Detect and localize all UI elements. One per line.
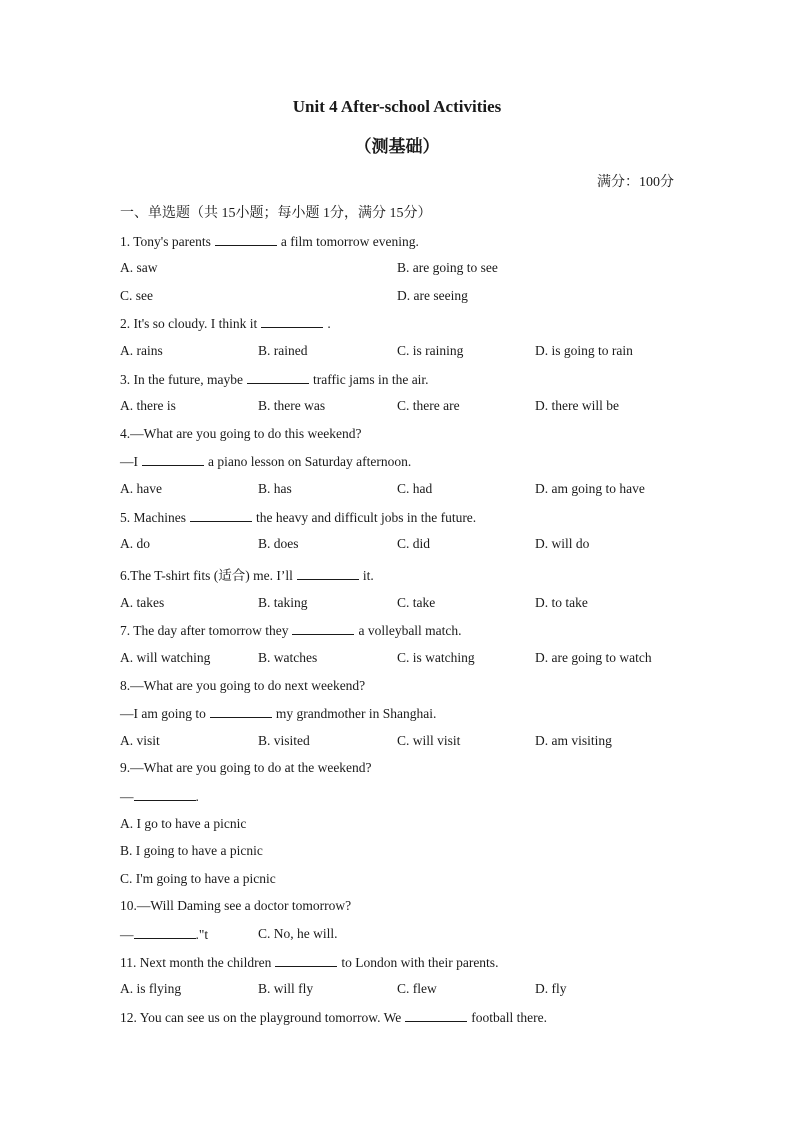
page-title: Unit 4 After-school Activities bbox=[292, 97, 502, 116]
question-2-option-c: C. is raining bbox=[397, 343, 464, 358]
question-4-option-d: D. am going to have bbox=[535, 481, 645, 496]
question-5-option-c: C. did bbox=[397, 536, 431, 551]
question-11-option-d: D. fly bbox=[535, 981, 567, 996]
question-9-reply: — . bbox=[120, 789, 199, 804]
page-subtitle: （测基础） bbox=[354, 137, 440, 156]
question-2-option-d: D. is going to rain bbox=[535, 343, 633, 358]
question-9-option-b: B. I going to have a picnic bbox=[120, 843, 263, 858]
question-6-stem: 6.The T-shirt fits (适合) me. I’ll it. bbox=[120, 568, 374, 583]
question-8-option-a: A. visit bbox=[120, 733, 160, 748]
question-10-reply: — ."t bbox=[120, 927, 209, 942]
question-6-option-c: C. take bbox=[397, 595, 436, 610]
question-11-stem: 11. Next month the children to London with their parents. bbox=[120, 955, 499, 970]
question-11-option-c: C. flew bbox=[397, 981, 437, 996]
answer-blank bbox=[134, 926, 196, 939]
question-11-option-b: B. will fly bbox=[258, 981, 314, 996]
question-6-option-d: D. to take bbox=[535, 595, 588, 610]
question-8-reply: —I am going to my grandmother in Shanghai. bbox=[120, 706, 437, 721]
answer-blank bbox=[292, 622, 354, 635]
question-1-option-d: D. are seeing bbox=[397, 288, 468, 303]
question-6-option-b: B. taking bbox=[258, 595, 308, 610]
question-8-option-b: B. visited bbox=[258, 733, 310, 748]
answer-blank bbox=[134, 788, 196, 801]
question-3-option-a: A. there is bbox=[120, 398, 176, 413]
question-9-option-a: A. I go to have a picnic bbox=[120, 816, 247, 831]
question-3-stem: 3. In the future, maybe traffic jams in the air. bbox=[120, 372, 429, 387]
question-1-option-b: B. are going to see bbox=[397, 260, 498, 275]
question-1-option-c: C. see bbox=[120, 288, 153, 303]
question-5-stem: 5. Machines the heavy and difficult jobs in the future. bbox=[120, 510, 477, 525]
question-3-option-c: C. there are bbox=[397, 398, 460, 413]
section-heading: 一、单选题（共 15小题；每小题 1分，满分 15分） bbox=[120, 206, 432, 221]
question-2-option-a: A. rains bbox=[120, 343, 163, 358]
question-10-stem: 10.—Will Daming see a doctor tomorrow? bbox=[120, 898, 352, 913]
question-7-option-d: D. are going to watch bbox=[535, 650, 652, 665]
answer-blank bbox=[275, 954, 337, 967]
question-8-stem: 8.—What are you going to do next weekend? bbox=[120, 678, 366, 693]
question-7-option-a: A. will watching bbox=[120, 650, 211, 665]
question-5-option-a: A. do bbox=[120, 536, 150, 551]
total-score: 满分：100分 bbox=[597, 175, 674, 190]
answer-blank bbox=[190, 509, 252, 522]
question-1-stem: 1. Tony's parents a film tomorrow evening. bbox=[120, 234, 419, 249]
question-7-option-c: C. is watching bbox=[397, 650, 475, 665]
question-8-option-c: C. will visit bbox=[397, 733, 461, 748]
question-4-reply: —I a piano lesson on Saturday afternoon. bbox=[120, 454, 412, 469]
answer-blank bbox=[210, 705, 272, 718]
question-9-stem: 9.—What are you going to do at the weekend? bbox=[120, 760, 372, 775]
question-4-option-a: A. have bbox=[120, 481, 162, 496]
question-5-option-d: D. will do bbox=[535, 536, 590, 551]
question-1-option-a: A. saw bbox=[120, 260, 158, 275]
question-3-option-d: D. there will be bbox=[535, 398, 619, 413]
question-2-stem: 2. It's so cloudy. I think it . bbox=[120, 316, 331, 331]
question-10-option-c: C. No, he will. bbox=[258, 926, 338, 941]
question-6-option-a: A. takes bbox=[120, 595, 165, 610]
question-4-option-b: B. has bbox=[258, 481, 292, 496]
question-11-option-a: A. is flying bbox=[120, 981, 182, 996]
question-3-option-b: B. there was bbox=[258, 398, 326, 413]
question-7-stem: 7. The day after tomorrow they a volleyball match. bbox=[120, 623, 462, 638]
question-12-stem: 12. You can see us on the playground tomorrow. We football there. bbox=[120, 1010, 547, 1025]
question-8-option-d: D. am visiting bbox=[535, 733, 612, 748]
question-4-stem: 4.—What are you going to do this weekend? bbox=[120, 426, 362, 441]
question-2-option-b: B. rained bbox=[258, 343, 308, 358]
answer-blank bbox=[247, 371, 309, 384]
answer-blank bbox=[405, 1009, 467, 1022]
question-7-option-b: B. watches bbox=[258, 650, 318, 665]
answer-blank bbox=[261, 315, 323, 328]
question-4-option-c: C. had bbox=[397, 481, 433, 496]
answer-blank bbox=[297, 567, 359, 580]
question-5-option-b: B. does bbox=[258, 536, 299, 551]
answer-blank bbox=[142, 453, 204, 466]
answer-blank bbox=[215, 233, 277, 246]
question-9-option-c: C. I'm going to have a picnic bbox=[120, 871, 276, 886]
